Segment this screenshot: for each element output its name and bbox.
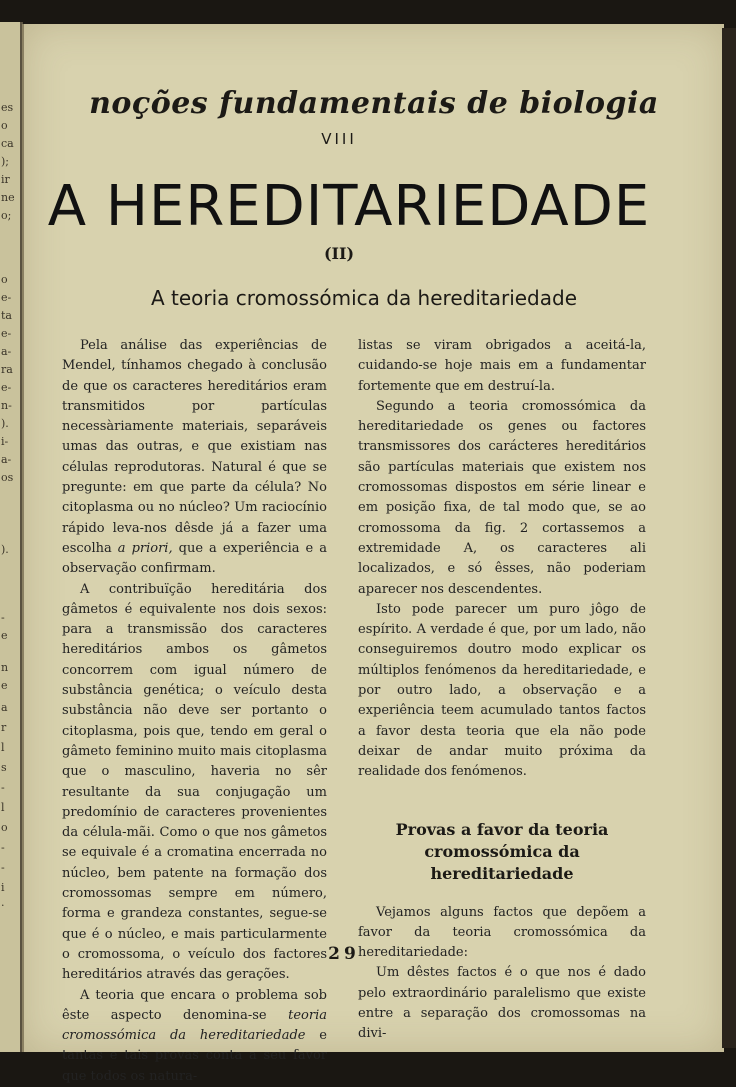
previous-page-fragment: ); bbox=[1, 155, 9, 168]
article-title: A HEREDITARIEDADE bbox=[47, 174, 651, 239]
section-heading: Provas a favor da teoria cromossómica da hereditariedade bbox=[395, 819, 609, 883]
previous-page-fragment: e- bbox=[1, 381, 12, 394]
article-subtitle: A teoria cromossómica da hereditariedade bbox=[150, 286, 578, 310]
previous-page-fragment: - bbox=[1, 841, 5, 854]
previous-page-fragment: e- bbox=[1, 291, 12, 304]
previous-page-fragment: - bbox=[1, 861, 5, 874]
previous-page-fragment: ta bbox=[1, 309, 12, 322]
part-number: (II) bbox=[323, 244, 355, 263]
previous-page-fragment: n bbox=[1, 661, 9, 674]
previous-page-fragment: n- bbox=[1, 399, 12, 412]
previous-page-fragment: ne bbox=[1, 191, 15, 204]
previous-page-fragment: ir bbox=[1, 173, 10, 186]
previous-page-fragment: o bbox=[1, 821, 8, 834]
paragraph: Pela análise das experiências de Mendel, tínhamos chegado à conclusão de que os caracteres hereditários eram transmitidos por partículas necessàriamente materiais, separáveis umas das outras, e que existiam nas células reprodutoras. Natural é que se pregunte: em que parte da célula? No citoplasma ou no núcleo? Um raciocínio rápido leva-nos dêsde já a fazer uma escolha a priori, que a experiência e a observação confirmam. bbox=[62, 338, 327, 577]
paragraph: listas se viram obrigados a aceitá-la, cuidando-se hoje mais em a fundamentar fortemente que em destruí-la. bbox=[358, 338, 646, 394]
previous-page-fragment: o; bbox=[1, 209, 12, 222]
right-column bbox=[358, 336, 646, 1045]
previous-page-fragment: o bbox=[1, 273, 8, 286]
previous-page-fragment: e bbox=[1, 679, 8, 692]
previous-page-fragment: r bbox=[1, 721, 7, 734]
paragraph: Um dêstes factos é o que nos é dado pelo extraordinário paralelismo que existe entre a separação dos cromossomas na divi- bbox=[358, 965, 646, 1042]
paragraph: Vejamos alguns factos que depõem a favor da teoria cromossómica da hereditariedade: bbox=[358, 904, 646, 961]
previous-page-fragment: e bbox=[1, 629, 8, 642]
previous-page-fragment: a- bbox=[1, 453, 12, 466]
previous-page-fragment: - bbox=[1, 781, 5, 794]
previous-page-fragment: ). bbox=[1, 417, 9, 430]
previous-page-fragment: o bbox=[1, 119, 8, 132]
previous-page-fragment: l bbox=[1, 741, 5, 754]
previous-page-fragment: - bbox=[1, 611, 5, 624]
binding-shadow bbox=[722, 28, 736, 1048]
previous-page-fragment: ). bbox=[1, 543, 9, 556]
previous-page-fragment: . bbox=[1, 896, 5, 909]
series-number: VIII bbox=[321, 130, 357, 148]
previous-page-fragment: ra bbox=[1, 363, 13, 376]
previous-page-fragment: es bbox=[1, 101, 14, 114]
paragraph: Isto pode parecer um puro jôgo de espírito. A verdade é que, por um lado, não conseguiremos doutro modo explicar os múltiplos fenómenos da hereditariedade, e por outro lado, a observação e a experiência teem acumulado tantos factos a favor desta teoria que ela não pode deixar de andar muito próxima da realidade dos fenómenos. bbox=[358, 601, 646, 780]
paragraph: A teoria que encara o problema sob êste aspecto denomina-se teoria cromossómica da hereditariedade e tantas e tais provas conta a seu favor que todos os natura- bbox=[62, 987, 327, 1084]
book-page bbox=[22, 24, 724, 1084]
previous-page-fragment: a bbox=[1, 701, 8, 714]
series-title: noções fundamentais de biologia bbox=[89, 86, 659, 121]
previous-page-fragment: s bbox=[1, 761, 7, 774]
paragraph: A contribuïção hereditária dos gâmetos é equivalente nos dois sexos: para a transmissão dos caracteres hereditários ambos os gâmetos concorrem com igual número de substância genética; o veículo desta substância não deve ser portanto o citoplasma, pois que, tendo em geral o gâmeto feminino muito mais citoplasma que o masculino, haveria no sêr resultante da sua conjugação um predomínio de caracteres provenientes da célula-mãi. Como o que nos gâmetos se equivale é a cromatina encerrada no núcleo, bem patente na formação dos cromossomas sempre em número, forma e grandeza constantes, segue-se que é o núcleo, e mais particularmente o cromossoma, o veículo dos factores hereditários através das gerações. bbox=[62, 581, 327, 983]
previous-page-fragment: a- bbox=[1, 345, 12, 358]
previous-page-fragment: os bbox=[1, 471, 14, 484]
paragraph: Segundo a teoria cromossómica da hereditariedade os genes ou factores transmissores dos carácteres hereditários são partículas materiais que existem nos cromossomas dispostos em série linear e em posição fixa, de tal modo que, se ao cromossoma da fig. 2 cortassemos a extremidade A, os caracteres ali localizados, e só êsses, não poderiam aparecer nos descendentes. bbox=[358, 398, 646, 597]
previous-page-fragment: ca bbox=[1, 137, 14, 150]
previous-page-fragment: i bbox=[1, 881, 5, 894]
previous-page-fragment: e- bbox=[1, 327, 12, 340]
previous-page-fragment: l bbox=[1, 801, 5, 814]
previous-page-edge bbox=[0, 22, 23, 1052]
page-number: 29 bbox=[328, 944, 360, 964]
left-column bbox=[62, 336, 327, 1087]
previous-page-fragment: i- bbox=[1, 435, 9, 448]
